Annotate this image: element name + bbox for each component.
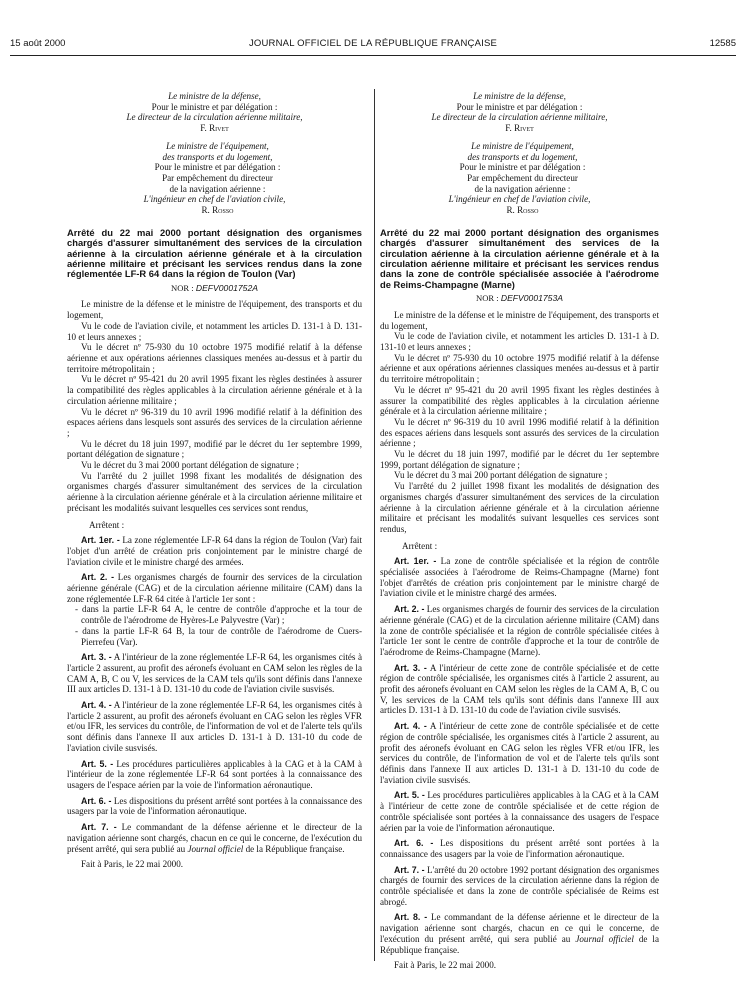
visa-paragraph: Vu le code de l'aviation civile, et notamment les articles D. 131-1 à D. 131-10 et leurs annexes ; [67,320,362,342]
article-6 [380,838,659,859]
article-6 [67,796,362,817]
article-label: Art. 1er. - [81,535,120,546]
column-divider [374,89,375,961]
left-column [67,91,362,870]
signature-line: Le ministre de l'équipement, [166,140,269,151]
article-2-item: - dans la partie LF-R 64 B, la tour de contrôle de l'aérodrome de Cuers-Pierrefeu (Var). [75,625,362,647]
journal-officiel-ref: Journal officiel [187,843,244,854]
article-text: Le commandant de la défense aérienne et le directeur de la navigation aérienne sont chargés, chacun en ce qui le concerne, de l'exécution du présent arrêté, qui sera publié au [380,912,659,944]
article-2-item: - dans la partie LF-R 64 A, le centre de contrôle d'approche et la tour de contrôle de l'aérodrome de Hyères-Le Palyvestre (Var) ; [75,604,362,626]
signatory-name: R. Rosso [506,205,539,216]
visa-paragraph: Vu le décret nº 96-319 du 10 avril 1996 modifié relatif à la définition des espaces aériens dans lesquels sont assurés des services de la circulation aérienne ; [67,406,362,438]
signature-line: L'ingénieur en chef de l'aviation civile, [448,194,591,205]
article-5 [67,759,362,791]
article-label: Art. 1er. - [394,556,437,567]
page-header [10,38,736,50]
article-1 [380,556,659,599]
nor-label: NOR : [171,282,194,293]
signature-line: Pour le ministre et par délégation : [456,101,583,112]
visa-paragraph: Vu le code de l'aviation civile, et notamment les articles D. 131-1 à D. 131-10 et leurs annexes ; [380,331,659,352]
signature-line: Pour le ministre et par délégation : [154,162,281,173]
visa-paragraph: Vu le décret nº 75-930 du 10 octobre 1975 modifié relatif à la défense aérienne et aux opérations aériennes classiques menées au-dessus et à partir du territoire métropolitain ; [380,352,659,385]
decree-title: Arrêté du 22 mai 2000 portant désignation des organismes chargés d'assurer simultanément des services de la circulation aérienne à la circulation aérienne générale et à la circulation aérienne militaire et précisant les services rendus dans la zone réglementée LF-R 64 dans la région de Toulon (Var) [67,226,362,280]
visa-paragraph: Vu le décret du 3 mai 200 portant délégation de signature ; [394,470,608,481]
article-text: L'arrêté du 20 octobre 1992 portant désignation des organismes chargés de fournir des services de la circulation aérienne dans la région de contrôle spécialisée et dans la zone de contrôle spécialisée de Reims est abrogé. [380,864,659,907]
signature-line: de la navigation aérienne : [474,183,571,194]
article-text: La zone de contrôle spécialisée et la région de contrôle spécialisée associées à l'aérodrome de Reims-Champagne (Marne) font l'objet d'arrêtés de création pris conjointement par le ministre chargé de l'aviation civile et le ministre chargé des armées. [380,556,660,599]
signatory-name: F. Rivet [200,123,229,134]
visa-paragraph: Vu l'arrêté du 2 juillet 1998 fixant les modalités de désignation des organismes chargés d'assurer simultanément des services de la circulation aérienne à la circulation aérienne générale et à la circulation aérienne militaire et précisant les modalités suivant lesquelles ces services sont rendus, [67,470,362,513]
article-text: A l'intérieur de cette zone de contrôle spécialisée et de cette région de contrôle spécialisée, les organismes cités à l'article 2 assurent, au profit des aéronefs évoluant en CAM selon les règles de la CAM A, B, C ou V, les services de la CAM tels qu'ils sont définis dans l'annexe III aux articles D. 131-1 à D. 131-10 du code de l'aviation civile susvisés. [380,662,659,716]
article-label: Art. 8. - [394,912,428,923]
visa-paragraph: Vu le décret nº 95-421 du 20 avril 1995 fixant les règles destinées à assurer la compatibilité des règles applicables à la circulation aérienne générale et à la circulation aérienne militaire ; [380,384,659,417]
fait-a-paris: Fait à Paris, le 22 mai 2000. [81,859,184,870]
article-3 [67,652,362,695]
visa-paragraph: Vu le décret nº 95-421 du 20 avril 1995 fixant les règles destinées à assurer la compatibilité des règles applicables à la circulation aérienne générale et à la circulation aérienne militaire ; [67,374,362,406]
article-4 [67,700,362,754]
signature-line: Pour le ministre et par délégation : [459,162,586,173]
signature-line: Le directeur de la circulation aérienne militaire, [431,112,608,123]
article-label: Art. 3. - [394,662,427,673]
article-label: Art. 6. - [394,838,434,849]
article-1 [67,535,362,567]
article-text: La zone réglementée LF-R 64 dans la région de Toulon (Var) fait l'objet d'un arrêté de création pris conjointement par le ministre chargé de l'aviation civile et le ministre chargé des armées. [67,535,362,567]
nor-reference [67,283,362,294]
article-label: Art. 7. - [394,864,425,875]
signature-line: des transports et du logement, [162,151,273,162]
article-label: Art. 5. - [394,790,425,801]
article-text: Les dispositions du présent arrêté sont portées à la connaissance des usagers par la voie de l'information aéronautique. [380,838,659,859]
article-text: A l'intérieur de la zone réglementée LF-R 64, les organismes cités à l'article 2 assurent, au profit des aéronefs évoluant en CAM selon les règles de la CAM A, B, C ou V, les services de la CAM tels qu'ils sont définis dans l'annexe III aux articles D. 131-1 à D. 131-10 du code de l'aviation civile susvisés. [67,652,362,695]
preamble-paragraph: Le ministre de la défense et le ministre de l'équipement, des transports et du logement, [380,309,659,331]
signature-line: Par empêchement du directeur [467,172,578,183]
arretent-heading: Arrêtent : [89,519,125,530]
article-text: de la République française. [245,843,345,854]
signature-line: Le ministre de la défense, [168,91,261,101]
article-label: Art. 6. - [81,795,112,806]
article-2 [67,572,362,604]
issue-date: 15 août 2000 [10,38,66,49]
article-text: A l'intérieur de la zone réglementée LF-R 64, les organismes cités à l'article 2 assurent, au profit des aéronefs évoluant en CAG selon les règles VFR et/ou IFR, les services du contrôle, de l'information de vol et de l'alerte tels qu'ils sont définis dans l'annexe II aux articles D. 131-1 à D. 131-10 du code de l'aviation civile susvisés. [67,700,362,753]
visa-paragraph: Vu le décret nº 75-930 du 10 octobre 1975 modifié relatif à la défense aérienne et aux opérations aériennes classiques menées au-dessus et à partir du territoire métropolitain ; [67,342,362,374]
signatory-name: F. Rivet [505,123,534,134]
article-text: Les organismes chargés de fournir des services de la circulation aérienne générale (CAG) et de la circulation aérienne militaire (CAM) dans la zone réglementée LF-R 64 citée à l'article 1er sont : [67,572,362,604]
header-rule [10,55,736,56]
signature-line: Pour le ministre et par délégation : [151,101,278,112]
journal-title: JOURNAL OFFICIEL DE LA RÉPUBLIQUE FRANÇAISE [248,38,498,49]
arretent-heading: Arrêtent : [402,540,438,551]
article-label: Art. 2. - [81,572,115,583]
fait-a-paris: Fait à Paris, le 22 mai 2000. [394,960,497,971]
signature-line: des transports et du logement, [467,151,578,162]
article-label: Art. 3. - [81,652,112,663]
article-2 [380,604,659,658]
signature-line: L'ingénieur en chef de l'aviation civile, [143,194,286,205]
visa-paragraph: Vu le décret du 18 juin 1997, modifié par le décret du 1er septembre 1999, portant délégation de signature ; [67,438,362,460]
article-text: Les dispositions du présent arrêté sont portées à la connaissance des usagers par la voie de l'information aéronautique. [67,795,363,817]
article-8 [380,912,659,955]
signature-block-equipement [380,141,659,216]
page-number: 12585 [709,38,736,49]
decree-title: Arrêté du 22 mai 2000 portant désignation des organismes chargés d'assurer simultanément des services de la circulation aérienne à la circulation aérienne générale et à la circulation aérienne militaire et précisant les services rendus dans la zone de contrôle spécialisée associée à l'aérodrome de Reims-Champagne (Marne) [380,226,659,290]
signature-line: Le ministre de l'équipement, [471,140,574,151]
article-text: Les procédures particulières applicables à la CAG et à la CAM à l'intérieur de la zone réglementée LF-R 64 sont portées à la connaissance des usagers de l'espace aérien par la voie de l'information aéronautique. [67,758,363,790]
signature-block-equipement [67,141,362,216]
journal-officiel-ref: Journal officiel [575,933,634,944]
article-label: Art. 5. - [81,758,114,769]
article-label: Art. 4. - [81,700,112,711]
right-column [380,91,659,971]
nor-reference [380,293,659,304]
article-text: Les organismes chargés de fournir des services de la circulation aérienne générale (CAG) et de la circulation aérienne militaire (CAM) dans la zone de contrôle spécialisée et la région de contrôle spécialisée citées à l'article 1er sont le centre de contrôle d'approche et la tour de contrôle de l'aérodrome de Reims-Champagne (Marne). [380,604,659,657]
nor-code: DEFV0001752A [195,282,258,293]
visa-paragraph: Vu le décret du 18 juin 1997, modifié par le décret du 1er septembre 1999, portant délégation de signature ; [380,449,659,470]
signature-line: Par empêchement du directeur [162,172,273,183]
article-label: Art. 7. - [81,822,117,833]
article-7 [67,822,362,854]
signature-line: de la navigation aérienne : [169,183,266,194]
article-text: A l'intérieur de cette zone de contrôle spécialisée et de cette région de contrôle spécialisée, les organismes cités à l'article 2 assurent, au profit des aéronefs évoluant en CAG selon les règles VFR et/ou IFR, les services du contrôle, de l'information de vol et de l'alerte tels qu'ils sont définis dans l'annexe II aux articles D. 131-1 à D. 131-10 du code de l'aviation civile susvisés. [380,721,659,785]
visa-paragraph: Vu le décret nº 96-319 du 10 avril 1996 modifié relatif à la définition des espaces aériens dans lesquels sont assurés des services de la circulation aérienne ; [380,416,659,449]
article-label: Art. 4. - [394,721,427,732]
article-4 [380,721,659,785]
signature-line: Le ministre de la défense, [473,91,566,101]
article-7 [380,865,659,908]
signatory-name: R. Rosso [201,205,234,216]
article-text: Les procédures particulières applicables à la CAG et à la CAM à l'intérieur de cette zone de contrôle spécialisée et de cette région de contrôle spécialisée sont portées à la connaissance des usagers de l'espace aérien par la voie de l'information aéronautique. [380,790,659,833]
article-3 [380,663,659,717]
nor-label: NOR : [476,293,499,304]
article-text: de la République française. [380,933,659,955]
visa-paragraph: Vu le décret du 3 mai 2000 portant délégation de signature ; [81,460,299,471]
article-text: Le commandant de la défense aérienne et le directeur de la navigation aérienne sont chargés, chacun en ce qui le concerne, de l'exécution du présent arrêté, qui sera publié au [67,822,362,854]
signature-line: Le directeur de la circulation aérienne militaire, [126,112,303,123]
article-label: Art. 2. - [394,604,425,615]
nor-code: DEFV0001753A [500,293,563,304]
visa-paragraph: Vu l'arrêté du 2 juillet 1998 fixant les modalités de désignation des organismes chargés d'assurer simultanément des services de la circulation aérienne à la circulation aérienne générale et à la circulation aérienne militaire et précisant les modalités suivant lesquelles ces services sont rendus, [380,481,659,534]
signature-block-defense [67,91,362,134]
article-5 [380,790,659,833]
preamble-paragraph: Le ministre de la défense et le ministre de l'équipement, des transports et du logement, [67,299,362,321]
signature-block-defense [380,91,659,134]
